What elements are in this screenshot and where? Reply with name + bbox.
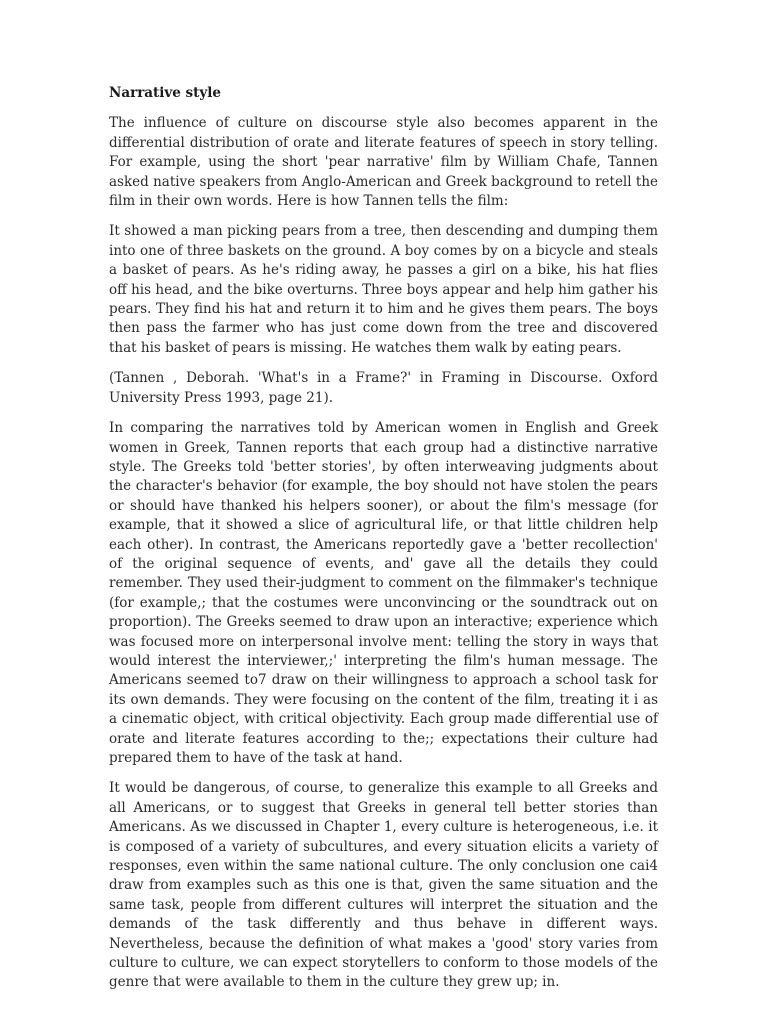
paragraph-comparison: In comparing the narratives told by American women in English and Greek women in Greek, Tannen reports that each group had a distinctive narrative style. The Greeks told 'better stories', by often interweaving judgments about the character's behavior (for example, the boy should not have stolen the pears or should have thanked his helpers sooner), or about the film's message (for example, that it showed a slice of agricultural life, or that little children help each other). In contrast, the Americans reportedly gave a 'better recollection' of the original sequence of events, and' gave all the details they could remember. They used their-judgment to comment on the filmmaker's technique (for example,; that the costumes were unconvincing or the soundtrack out on proportion). The Greeks seemed to draw upon an interactive; experience which was focused more on interpersonal involve ment: telling the story in ways that would interest the interviewer,;' interpreting the film's human message. The Americans seemed to7 draw on their willingness to approach a school task for its own demands. They were focusing on the content of the film, treating it i as a cinematic object, with critical objectivity. Each group made differential use of orate and literate features according to the;; expectations their culture had prepared them to have of the task at hand.: [109, 420, 658, 766]
paragraph-citation: (Tannen , Deborah. 'What's in a Frame?' in Framing in Discourse. Oxford University Press 1993, page 21).: [109, 370, 658, 406]
document-page: [109, 84, 658, 1004]
section-heading: Narrative style: [109, 85, 221, 101]
paragraph-quoted-film-summary: It showed a man picking pears from a tree, then descending and dumping them into one of three baskets on the ground. A boy comes by on a bicycle and steals a basket of pears. As he's riding away, he passes a girl on a bike, his hat flies off his head, and the bike overturns. Three boys appear and help him gather his pears. They find his hat and return it to him and he gives them pears. The boys then pass the farmer who has just come down from the tree and discovered that his basket of pears is missing. He watches them walk by eating pears.: [109, 223, 658, 356]
paragraph-intro: The influence of culture on discourse style also becomes apparent in the differential distribution of orate and literate features of speech in story telling. For example, using the short 'pear narrative' film by William Chafe, Tannen asked native speakers from Anglo-American and Greek background to retell the film in their own words. Here is how Tannen tells the film:: [109, 115, 658, 210]
paragraph-conclusion: It would be dangerous, of course, to generalize this example to all Greeks and all Americans, or to suggest that Greeks in general tell better stories than Americans. As we discussed in Chapter 1, every culture is heterogeneous, i.e. it is composed of a variety of subcultures, and every situation elicits a variety of responses, even within the same national culture. The only conclusion one cai4 draw from examples such as this one is that, given the same situation and the same task, people from different cultures will interpret the situation and the demands of the task differently and thus behave in different ways. Nevertheless, because the definition of what makes a 'good' story varies from culture to culture, we can expect storytellers to conform to those models of the genre that were available to them in the culture they grew up; in.: [109, 780, 658, 991]
